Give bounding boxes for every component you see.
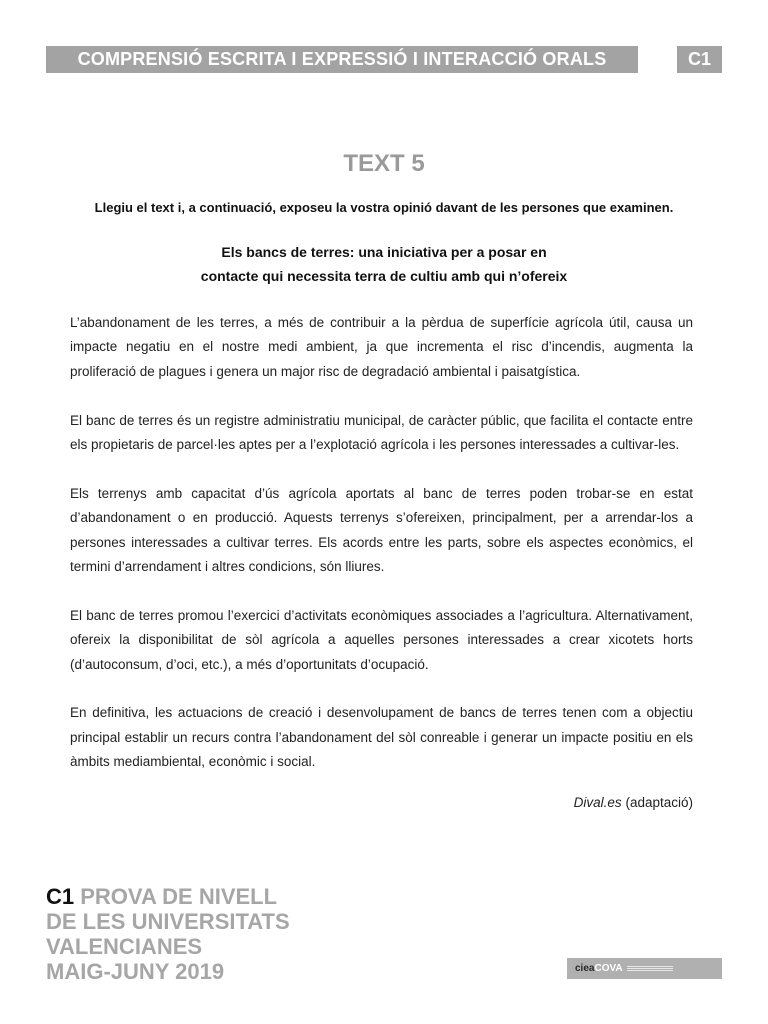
footer-level: C1 bbox=[46, 884, 75, 909]
logo-cova-text: COVA bbox=[594, 963, 623, 974]
source-attribution bbox=[70, 795, 693, 810]
footer-line-4: MAIG-JUNY 2019 bbox=[46, 959, 225, 984]
article-title bbox=[46, 240, 722, 288]
logo-fineprint-icon bbox=[627, 966, 673, 971]
exam-section-header: COMPRENSIÓ ESCRITA I EXPRESSIÓ I INTERACCIÓ ORALS bbox=[46, 46, 638, 73]
article-title-line-2: contacte qui necessita terra de cultiu amb qui n’ofereix bbox=[200, 268, 568, 284]
exam-footer bbox=[46, 884, 290, 984]
instruction: Llegiu el text i, a continuació, exposeu la vostra opinió davant de les persones que examinen. bbox=[94, 200, 674, 215]
footer-line-1 bbox=[46, 884, 290, 909]
paragraph: Els terrenys amb capacitat d’ús agrícola aportats al banc de terres poden trobar-se en estat d’abandonament o en producció. Aquests terrenys s’ofereixen, principalment, per a arrendar-los a persones interessades a cultivar terres. Els acords entre les parts, sobre els aspectes econòmics, el termini d’arrendament i altres condicions, són lliures. bbox=[70, 485, 693, 575]
paragraph: En definitiva, les actuacions de creació i desenvolupament de bancs de terres tenen com a objectiu principal establir un recurs contra l’abandonament del sòl conreable i generar un impacte positiu en els àmbits mediambiental, econòmic i social. bbox=[70, 705, 693, 770]
article-title-line-1: Els bancs de terres: una iniciativa per a posar en bbox=[221, 244, 547, 260]
source-note: (adaptació) bbox=[625, 795, 693, 810]
paragraph: El banc de terres promou l’exercici d’activitats econòmiques associades a l’agricultura. Alternativament, ofereix la disponibilitat de sòl agrícola a aquelles persones interessades a crear xicotets horts (d’autoconsum, d’oci, etc.), a més d’oportunitats d’ocupació. bbox=[70, 607, 693, 672]
footer-line-3: VALENCIANES bbox=[46, 934, 203, 959]
paragraph: L’abandonament de les terres, a més de contribuir a la pèrdua de superfície agrícola útil, causa un impacte negatiu en el nostre medi ambient, ja que incrementa el risc d’incendis, augmenta la proliferació de plagues i genera un major risc de degradació ambiental i paisatgística. bbox=[70, 315, 693, 379]
footer-text-1: PROVA DE NIVELL bbox=[80, 884, 278, 909]
level-badge: C1 bbox=[677, 46, 722, 73]
ciea-cova-logo bbox=[567, 958, 722, 979]
footer-line-2: DE LES UNIVERSITATS bbox=[46, 909, 290, 934]
logo-ciea-text: ciea bbox=[575, 963, 595, 974]
text-title: TEXT 5 bbox=[343, 150, 425, 177]
article-body bbox=[70, 311, 693, 799]
paragraph: El banc de terres és un registre administratiu municipal, de caràcter públic, que facilita el contacte entre els propietaris de parcel·les aptes per a l’explotació agrícola i les persones interessades a cultivar-les. bbox=[70, 412, 693, 453]
source-name: Dival.es bbox=[573, 795, 622, 810]
